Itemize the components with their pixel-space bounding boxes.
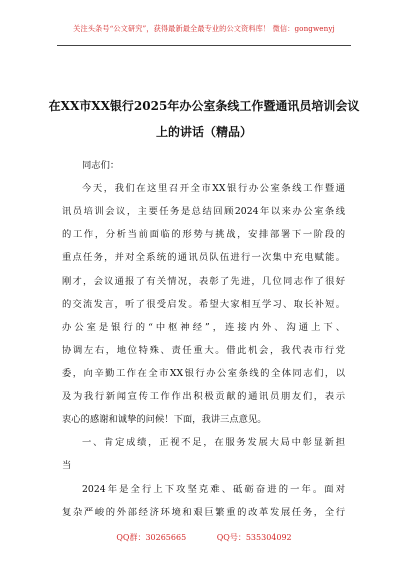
header-divider — [57, 45, 351, 46]
document-title-line-1: 在XX市XX银行2025年办公室条线工作暨通讯员培训会议 — [48, 99, 360, 113]
header-banner: 关注头条号“公文研究”，获得最新最全最专业的公文资料库！ 微信：gongwenyj — [73, 24, 335, 33]
footer-qq-group: QQ群：30265665 — [116, 533, 187, 542]
footer-qq-number: QQ号：535304092 — [216, 533, 292, 542]
document-title-line-2: 上的讲话（精品） — [155, 125, 252, 139]
footer-contact — [0, 532, 408, 543]
